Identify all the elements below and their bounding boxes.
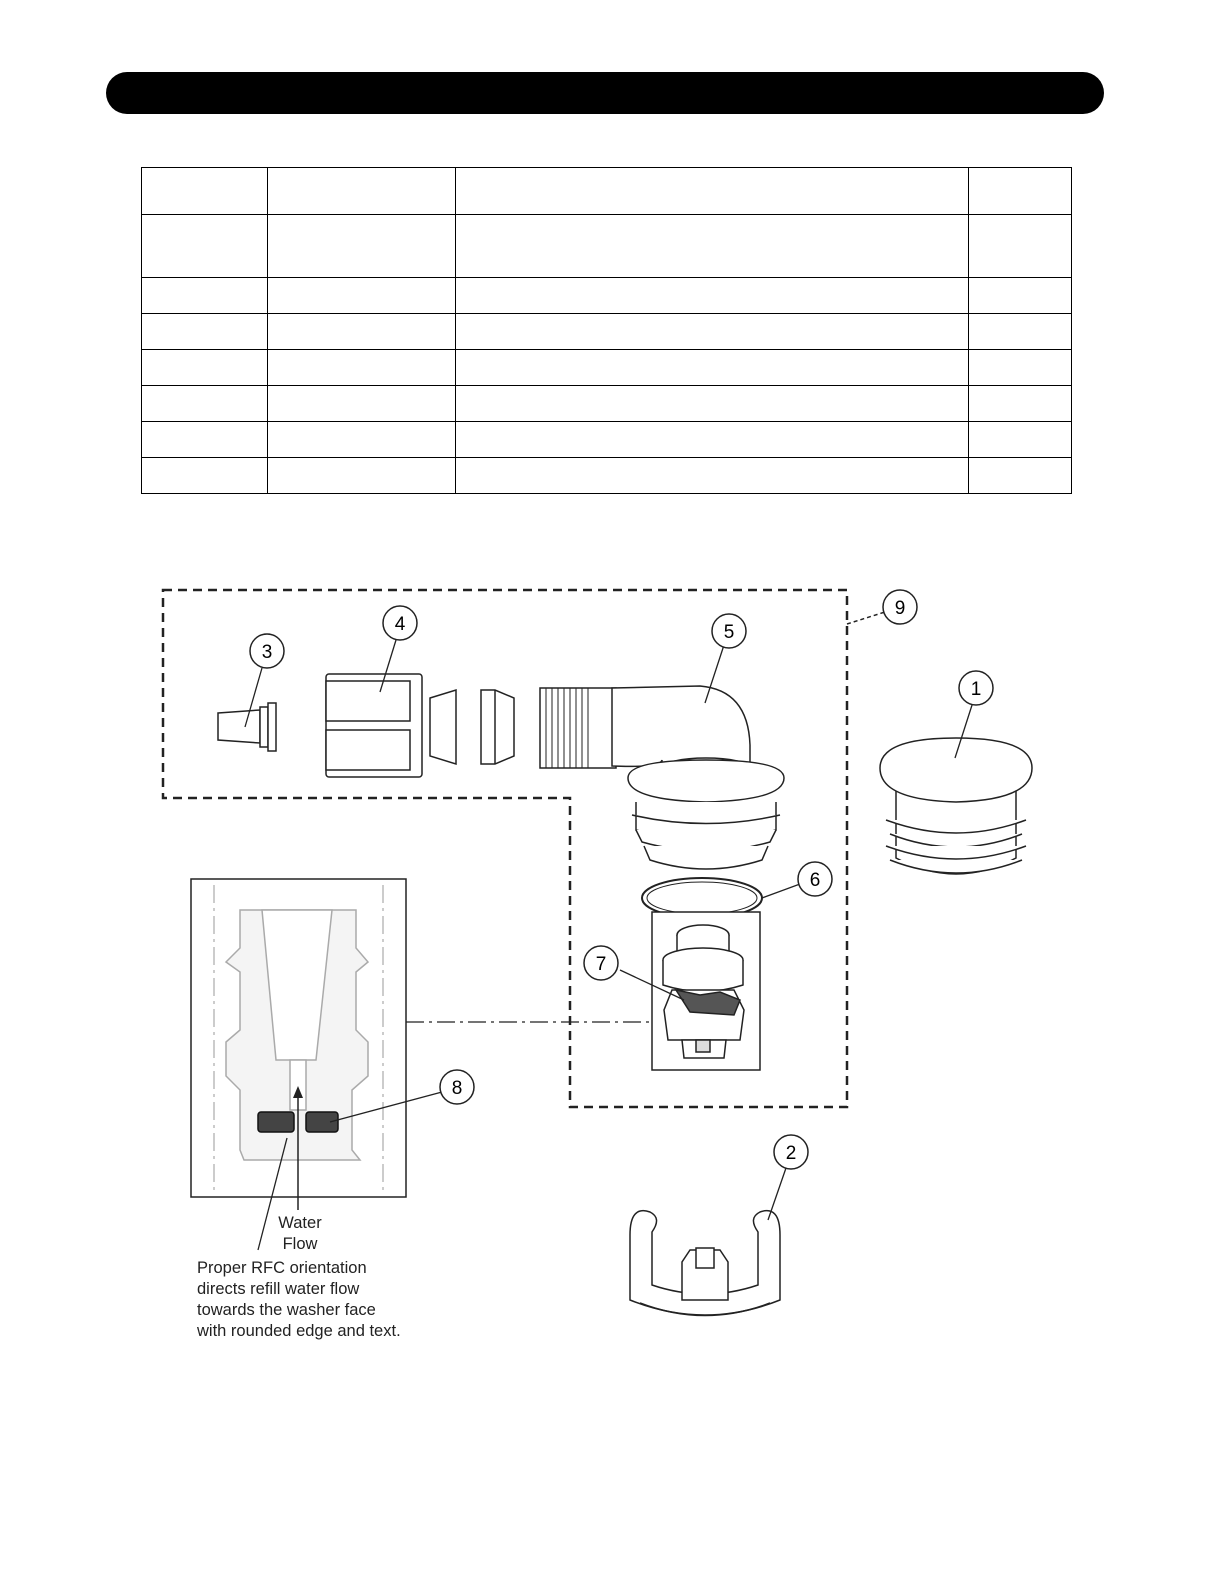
table-cell <box>268 314 456 350</box>
page-title-bar <box>106 72 1104 114</box>
table-cell <box>969 278 1072 314</box>
callout-3 <box>250 634 284 668</box>
table-cell <box>142 422 268 458</box>
part-7-refill-flow-control <box>652 912 760 1070</box>
table-row <box>142 386 1072 422</box>
callout-9 <box>883 590 917 624</box>
header-cell <box>142 168 268 215</box>
callout-label: 7 <box>595 954 607 975</box>
table-cell <box>142 350 268 386</box>
exploded-parts-diagram <box>0 560 1224 1360</box>
table-cell <box>268 422 456 458</box>
table-cell <box>268 215 456 278</box>
part-4-nut <box>326 674 422 777</box>
callout-label: 1 <box>970 679 982 700</box>
callout-label: 4 <box>394 614 406 635</box>
water-flow-label <box>270 1213 330 1255</box>
table-cell <box>969 422 1072 458</box>
callout-label: 3 <box>261 642 273 663</box>
table-cell <box>142 278 268 314</box>
parts-table <box>141 167 1072 494</box>
callout-4 <box>383 606 417 640</box>
section-view-body <box>226 910 368 1160</box>
table-row <box>142 278 1072 314</box>
table-cell <box>969 215 1072 278</box>
callout-label: 8 <box>451 1078 463 1099</box>
note-line: directs refill water flow <box>197 1280 360 1298</box>
callout-label: 6 <box>809 870 821 891</box>
table-cell <box>969 350 1072 386</box>
part-2-clip <box>630 1211 780 1316</box>
table-cell <box>456 386 969 422</box>
part-1-plug <box>880 738 1032 874</box>
table-cell <box>456 422 969 458</box>
table-cell <box>456 350 969 386</box>
table-cell <box>268 386 456 422</box>
callout-label: 9 <box>894 598 906 619</box>
callout-5 <box>712 614 746 648</box>
table-row <box>142 215 1072 278</box>
table-cell <box>456 278 969 314</box>
callout-7 <box>584 946 618 980</box>
part-ferrule <box>430 690 456 764</box>
table-row <box>142 458 1072 494</box>
table-cell <box>456 215 969 278</box>
part-5-elbow <box>540 686 784 869</box>
part-gripper <box>481 690 514 764</box>
header-cell <box>268 168 456 215</box>
callout-1 <box>959 671 993 705</box>
flow-line: Flow <box>282 1235 318 1253</box>
orientation-note <box>197 1258 457 1342</box>
table-cell <box>456 458 969 494</box>
flow-line: Water <box>278 1214 322 1232</box>
table-row <box>142 422 1072 458</box>
callout-label: 5 <box>723 622 735 643</box>
note-line: towards the washer face <box>197 1301 376 1319</box>
table-cell <box>268 350 456 386</box>
header-cell <box>456 168 969 215</box>
table-header-row <box>142 168 1072 215</box>
table-cell <box>142 458 268 494</box>
table-cell <box>142 386 268 422</box>
callout-8 <box>440 1070 474 1104</box>
table-cell <box>969 458 1072 494</box>
note-line: Proper RFC orientation <box>197 1259 367 1277</box>
callout-6 <box>798 862 832 896</box>
callout-2 <box>774 1135 808 1169</box>
table-row <box>142 314 1072 350</box>
header-cell <box>969 168 1072 215</box>
table-cell <box>969 314 1072 350</box>
table-cell <box>142 215 268 278</box>
table-cell <box>969 386 1072 422</box>
table-cell <box>268 278 456 314</box>
callout-label: 2 <box>785 1143 797 1164</box>
leader-line-9 <box>847 612 885 624</box>
note-line: with rounded edge and text. <box>197 1322 401 1340</box>
table-cell <box>142 314 268 350</box>
table-cell <box>456 314 969 350</box>
table-cell <box>268 458 456 494</box>
part-3-flow-insert <box>218 703 276 751</box>
table-row <box>142 350 1072 386</box>
